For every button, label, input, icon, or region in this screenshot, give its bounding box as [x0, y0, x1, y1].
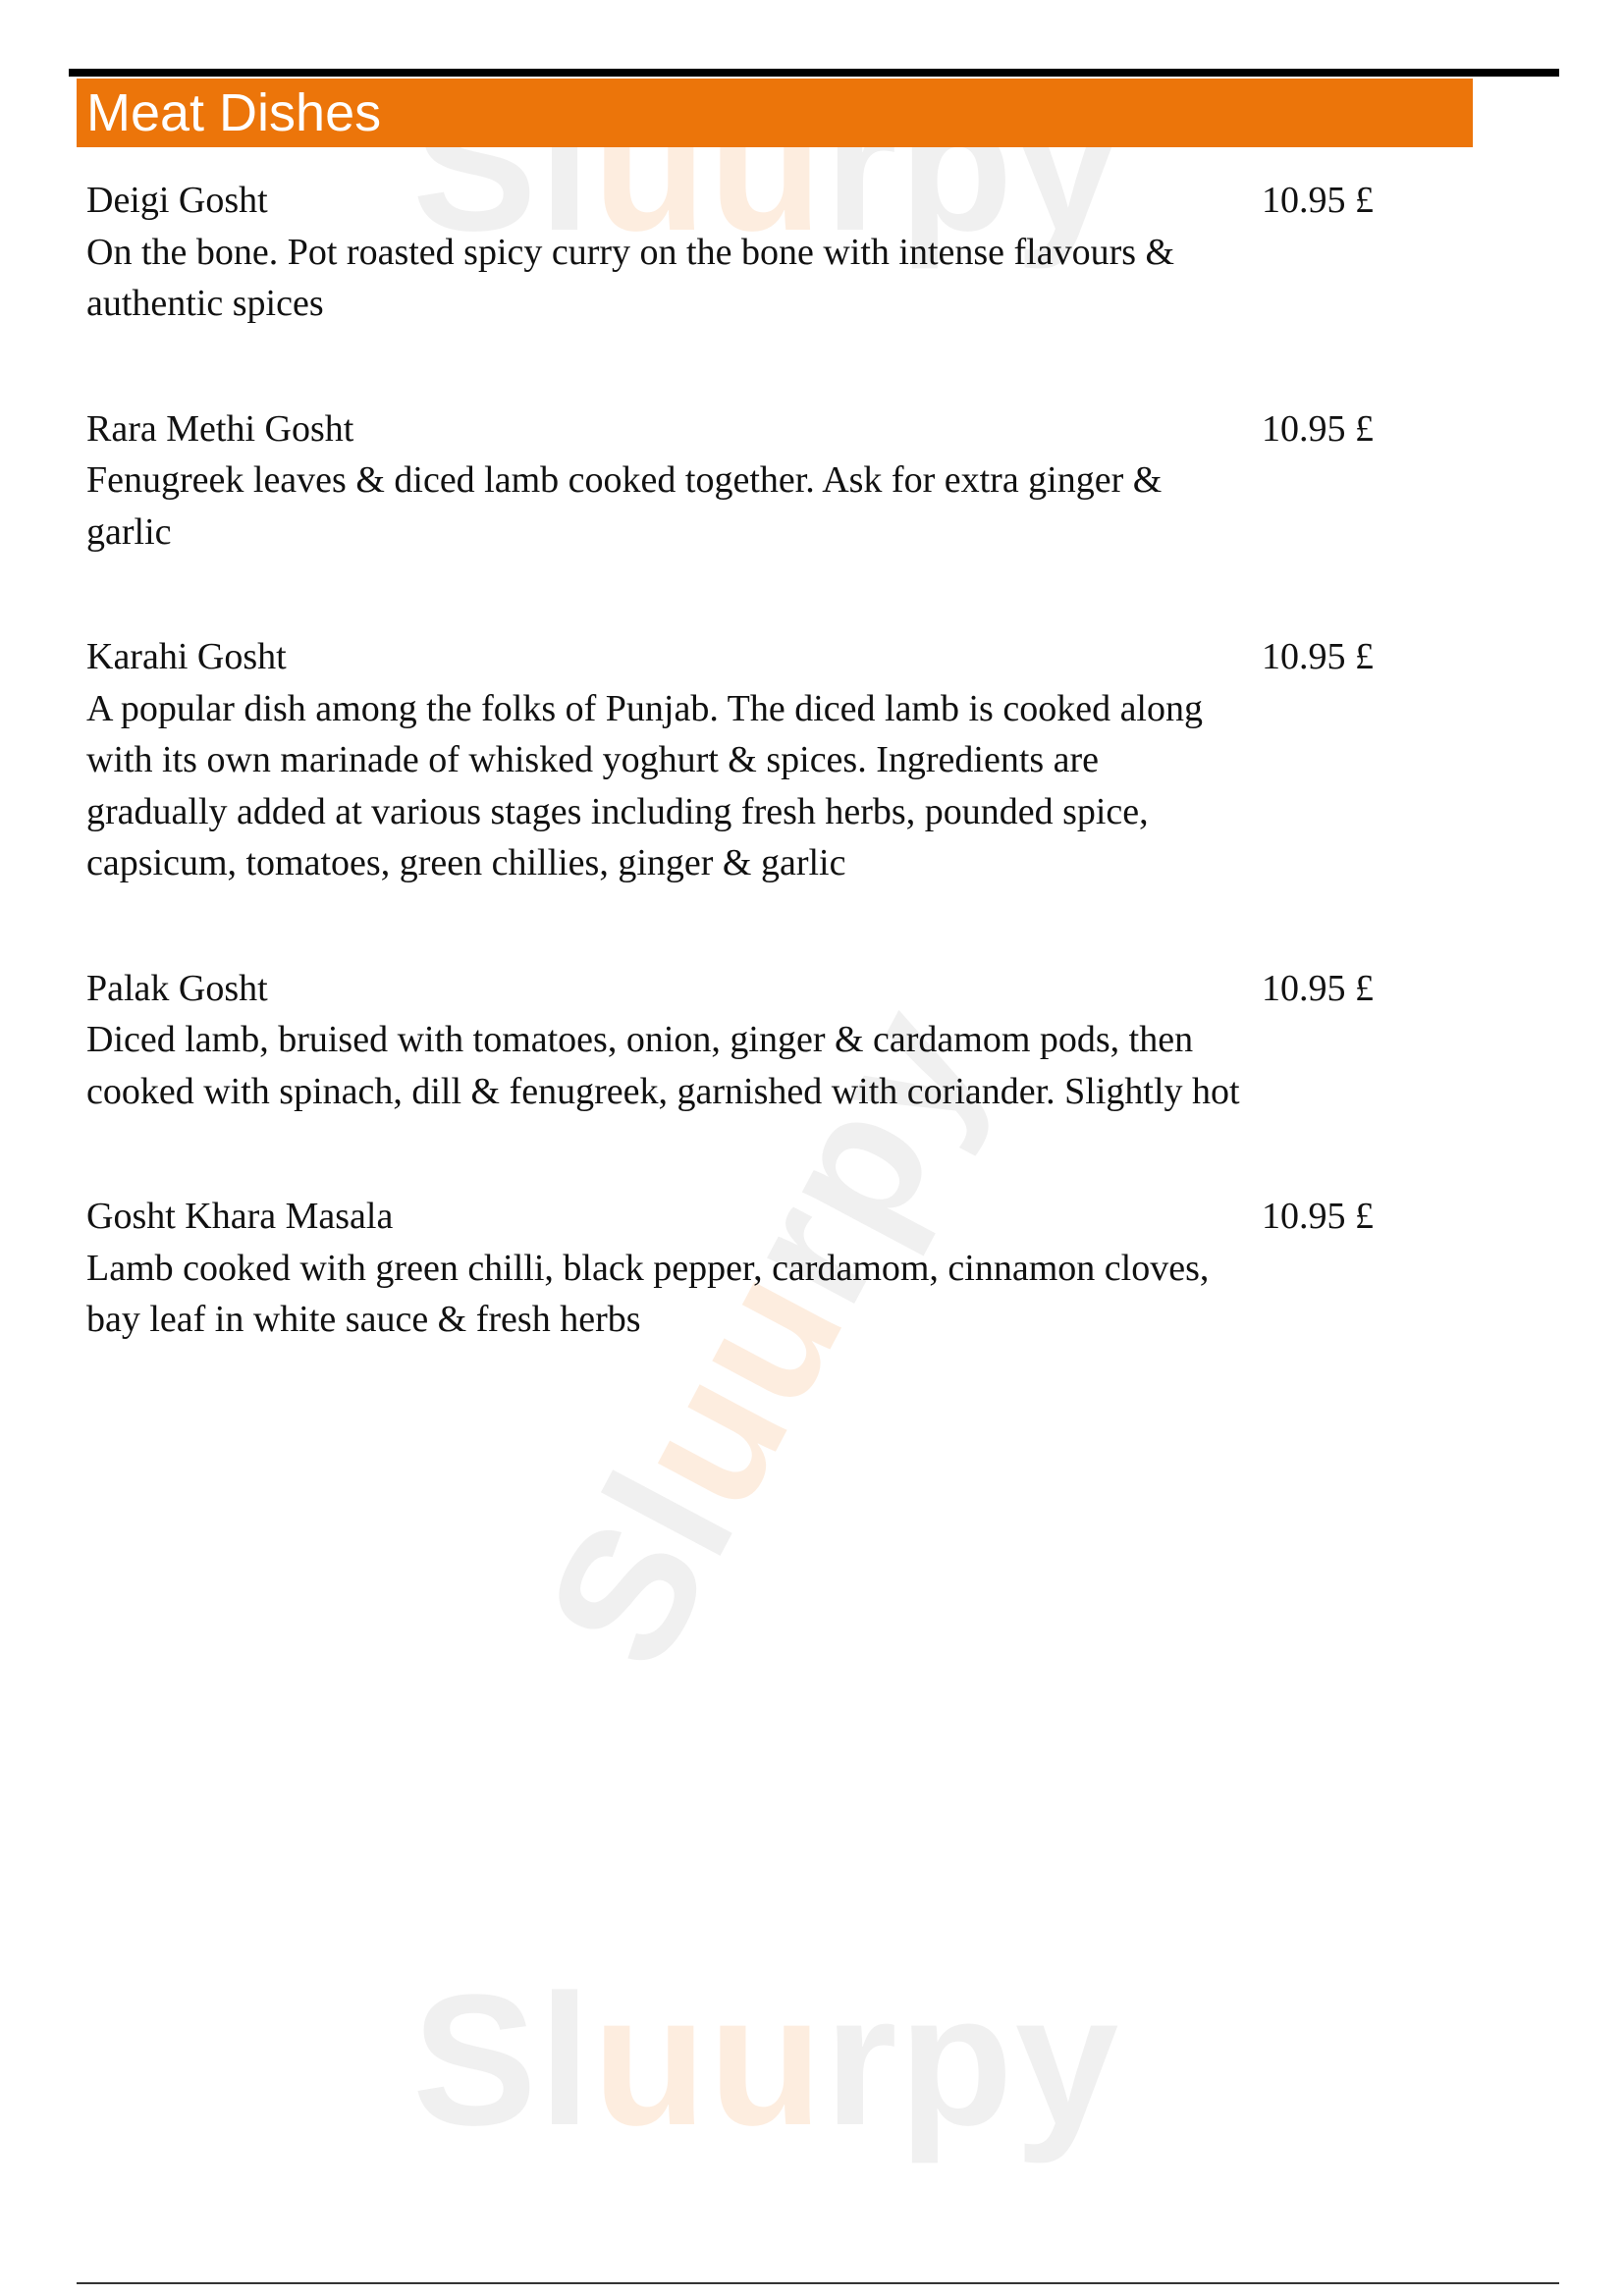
menu-item-description: Fenugreek leaves & diced lamb cooked together. Ask for extra ginger & garlic	[86, 459, 1163, 553]
menu-item-description: A popular dish among the folks of Punjab. The diced lamb is cooked along with its own marinade of whisked yoghurt & spices. Ingredients are gradually added at various stages including fresh herbs, pounded spice, capsicum, tomatoes, green chillies, ginger & garlic	[86, 687, 1203, 883]
menu-item	[86, 175, 1392, 330]
menu-item-price: 10.95 £	[1262, 1196, 1374, 1237]
sluurpy-watermark-middle: Sluurpy	[506, 975, 1023, 1698]
menu-item-price: 10.95 £	[1262, 967, 1374, 1009]
menu-item-name: Gosht Khara Masala	[86, 1196, 394, 1237]
menu-item-name: Karahi Gosht	[86, 636, 287, 677]
menu-list	[86, 175, 1392, 1419]
menu-item	[86, 403, 1392, 559]
menu-item-name: Rara Methi Gosht	[86, 407, 354, 450]
sluurpy-watermark-bottom: Sluurpy	[412, 1956, 1121, 2164]
menu-item-price: 10.95 £	[1262, 636, 1374, 677]
sluurpy-watermark-top: Sluurpy	[412, 62, 1121, 270]
menu-item	[86, 631, 1392, 889]
section-title: Meat Dishes	[86, 83, 382, 142]
menu-item-description: On the bone. Pot roasted spicy curry on the bone with intense flavours & authentic spices	[86, 231, 1175, 324]
menu-item-name: Deigi Gosht	[86, 180, 268, 221]
menu-item-description: Diced lamb, bruised with tomatoes, onion, ginger & cardamom pods, then cooked with spinach, dill & fenugreek, garnished with coriander. Slightly hot	[86, 1019, 1240, 1112]
menu-item-description: Lamb cooked with green chilli, black pepper, cardamom, cinnamon cloves, bay leaf in white sauce & fresh herbs	[86, 1247, 1210, 1340]
top-divider	[69, 69, 1559, 77]
menu-item	[86, 963, 1392, 1118]
menu-item-price: 10.95 £	[1262, 407, 1374, 450]
menu-item	[86, 1191, 1392, 1346]
menu-item-price: 10.95 £	[1262, 180, 1374, 221]
bottom-divider	[77, 2282, 1559, 2284]
menu-item-name: Palak Gosht	[86, 967, 268, 1009]
